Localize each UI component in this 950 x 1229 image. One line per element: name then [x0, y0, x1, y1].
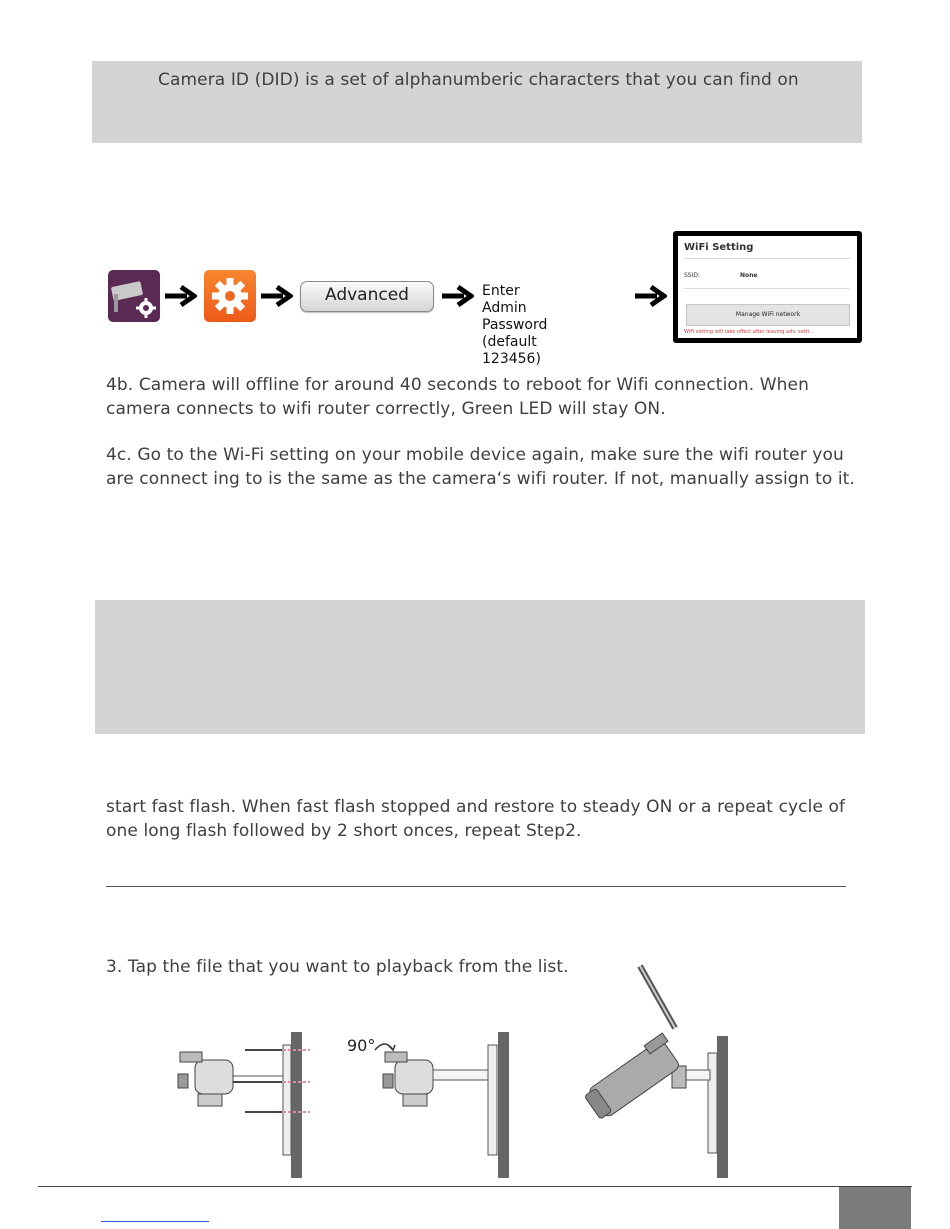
wifi-warning: WiFi setting will take effect after leaving adv. setti...	[684, 329, 814, 335]
footer-link-underline[interactable]	[101, 1221, 209, 1222]
step-4b-line1: 4b. Camera will offline for around 40 seconds to reboot for Wifi connection. When	[106, 375, 809, 395]
password-prompt: Enter Admin Password	[482, 283, 548, 333]
step-4c-line2: are connect ing to is the same as the camera‘s wifi router. If not, manually assign to it.	[106, 469, 855, 489]
page-number-tab	[839, 1187, 911, 1229]
mount-step-3-illustration	[580, 958, 740, 1178]
section-divider	[106, 886, 846, 887]
arrow-right-icon	[633, 284, 667, 308]
arrow-right-icon	[163, 284, 197, 308]
flash-line1: start fast flash. When fast flash stopped and restore to steady ON or a repeat cycle of	[106, 797, 846, 817]
arrow-right-icon	[440, 284, 474, 308]
ssid-label: SSID:	[684, 272, 701, 279]
manage-wifi-button[interactable]: Manage WiFi network	[686, 304, 850, 326]
footer-rule	[38, 1186, 912, 1187]
password-default: (default 123456)	[482, 334, 541, 367]
mount-step-1-illustration	[170, 1030, 320, 1178]
arrow-right-icon	[259, 284, 293, 308]
info-box-text: Camera ID (DID) is a set of alphanumberic characters that you can find on	[158, 70, 799, 90]
mount-step-2-illustration	[345, 1030, 515, 1178]
rotation-angle-label: 90°	[347, 1036, 376, 1055]
info-box-top	[92, 61, 862, 143]
step-4b-line2: camera connects to wifi router correctly, Green LED will stay ON.	[106, 399, 666, 419]
ssid-value: None	[740, 272, 758, 279]
flash-line2: one long flash followed by 2 short onces, repeat Step2.	[106, 821, 582, 841]
gear-icon	[204, 270, 256, 322]
step-4c-line1: 4c. Go to the Wi-Fi setting on your mobile device again, make sure the wifi router you	[106, 445, 844, 465]
advanced-button[interactable]: Advanced	[300, 281, 434, 312]
camera-settings-icon	[108, 270, 160, 322]
info-box-middle	[95, 600, 865, 734]
step-3-text: 3. Tap the file that you want to playback from the list.	[106, 957, 569, 977]
wifi-setting-screenshot	[673, 231, 862, 343]
admin-password-text	[482, 283, 547, 368]
wifi-setting-title: WiFi Setting	[684, 242, 754, 253]
